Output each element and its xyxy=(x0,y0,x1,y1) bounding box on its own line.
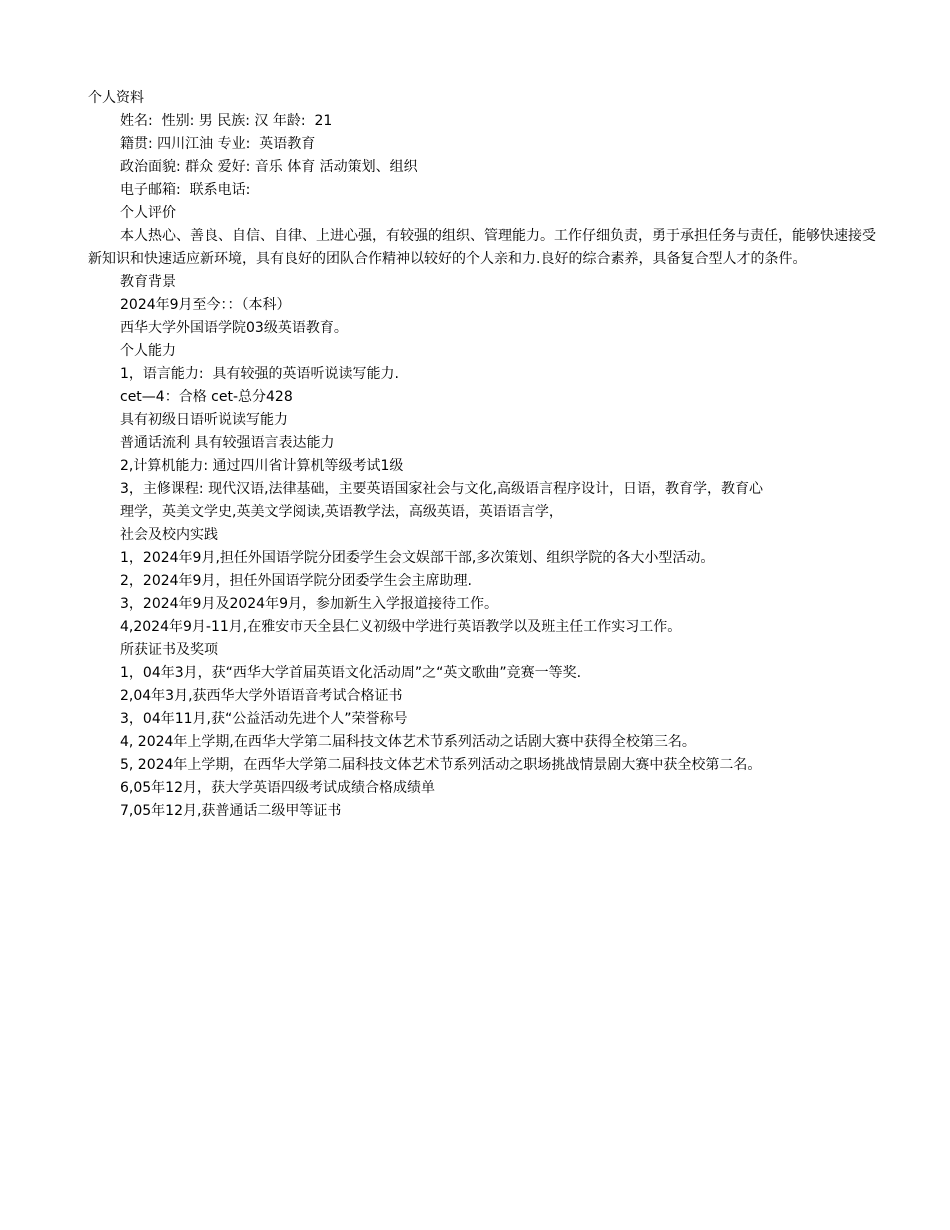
personal-line-politics-hobbies: 政治面貌: 群众 爱好: 音乐 体育 活动策划、组织 xyxy=(120,159,418,175)
practice-item: 2，2024年9月，担任外国语学院分团委学生会主席助理. xyxy=(120,573,472,589)
ability-line-japanese: 具有初级日语听说读写能力 xyxy=(120,412,288,428)
section-title-education: 教育背景 xyxy=(120,274,176,290)
ability-line-computer: 2,计算机能力: 通过四川省计算机等级考试1级 xyxy=(120,458,404,474)
ability-line-courses: 3，主修课程: 现代汉语,法律基础，主要英语国家社会与文化,高级语言程序设计，日语，教育学，教育心 xyxy=(120,481,763,497)
award-item: 7,05年12月,获普通话二级甲等证书 xyxy=(120,803,342,819)
practice-item: 3，2024年9月及2024年9月，参加新生入学报道接待工作。 xyxy=(120,596,498,612)
ability-line-language: 1，语言能力: 具有较强的英语听说读写能力. xyxy=(120,366,399,382)
section-title-awards: 所获证书及奖项 xyxy=(120,642,218,658)
section-title-ability: 个人能力 xyxy=(120,343,176,359)
award-item: 1，04年3月，获“西华大学首届英语文化活动周”之“英文歌曲”竞赛一等奖. xyxy=(120,665,582,681)
personal-line-name-gender: 姓名: 性别: 男 民族: 汉 年龄: 21 xyxy=(120,113,333,129)
award-item: 4, 2024年上学期,在西华大学第二届科技文体艺术节系列活动之话剧大赛中获得全校第三名。 xyxy=(120,734,696,750)
education-line-date: 2024年9月至今：：（本科） xyxy=(120,297,291,313)
award-item: 6,05年12月，获大学英语四级考试成绩合格成绩单 xyxy=(120,780,435,796)
award-item: 2,04年3月,获西华大学外语语音考试合格证书 xyxy=(120,688,403,704)
award-item: 5, 2024年上学期，在西华大学第二届科技文体艺术节系列活动之职场挑战情景剧大赛中获全校第二名。 xyxy=(120,757,762,773)
practice-item: 4,2024年9月-11月,在雅安市天全县仁义初级中学进行英语教学以及班主任工作实习工作。 xyxy=(120,619,682,635)
evaluation-paragraph: 本人热心、善良、自信、自律、上进心强，有较强的组织、管理能力。工作仔细负责，勇于承担任务与责任，能够快速接受新知识和快速适应新环境，具有良好的团队合作精神以较好的个人亲和力.良好的综合素养，具备复合型人才的条件。 xyxy=(88,228,876,267)
section-title-evaluation: 个人评价 xyxy=(120,205,176,221)
practice-item: 1，2024年9月,担任外国语学院分团委学生会文娱部干部,多次策划、组织学院的各大小型活动。 xyxy=(120,550,715,566)
education-line-school: 西华大学外国语学院03级英语教育。 xyxy=(120,320,348,336)
section-title-practice: 社会及校内实践 xyxy=(120,527,218,543)
personal-line-contact: 电子邮箱: 联系电话: xyxy=(120,182,251,198)
ability-line-cet: cet—4：合格 cet-总分428 xyxy=(120,389,293,405)
personal-line-hometown-major: 籍贯: 四川江油 专业: 英语教育 xyxy=(120,136,316,152)
ability-line-courses-cont: 理学，英美文学史,英美文学阅读,英语教学法，高级英语，英语语言学， xyxy=(120,504,563,520)
resume-document xyxy=(88,87,878,823)
ability-line-mandarin: 普通话流利 具有较强语言表达能力 xyxy=(120,435,335,451)
award-item: 3，04年11月,获“公益活动先进个人”荣誉称号 xyxy=(120,711,408,727)
doc-heading: 个人资料 xyxy=(88,90,144,106)
